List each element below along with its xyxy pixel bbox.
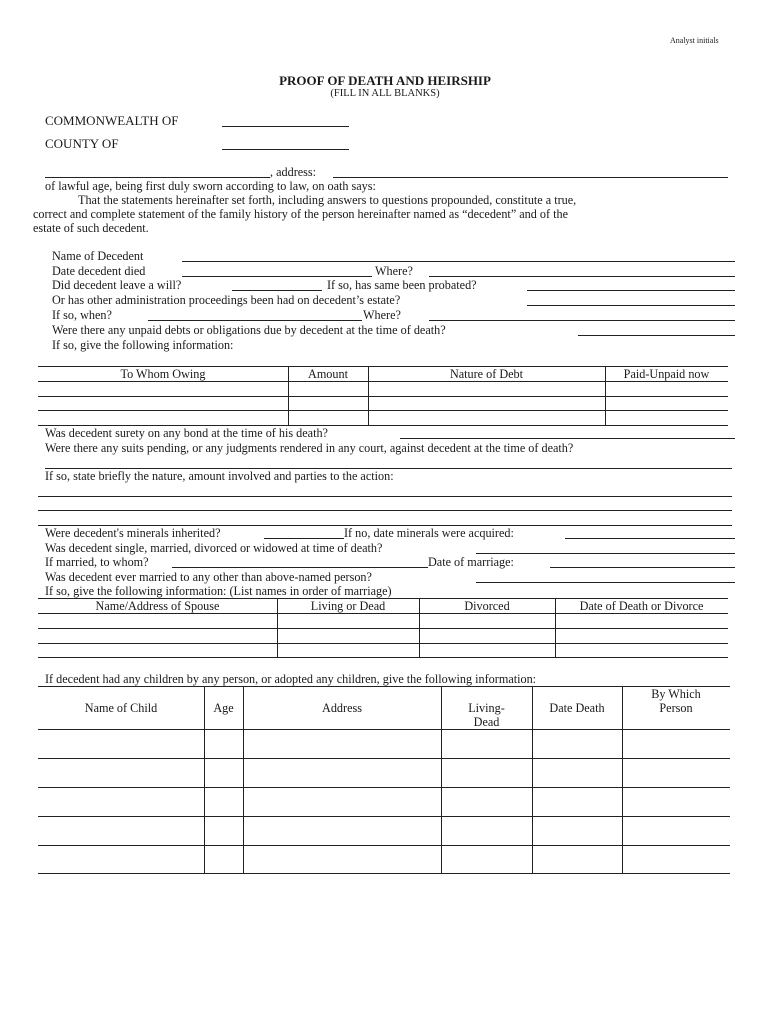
- married-to-label: If married, to whom?: [45, 555, 149, 569]
- when-label: If so, when?: [52, 308, 112, 322]
- children-header-name: Name of Child: [84, 701, 158, 715]
- minerals-inherited-label: Were decedent's minerals inherited?: [45, 526, 221, 540]
- suits-label: Were there any suits pending, or any judgments rendered in any court, against decedent at the time of death?: [45, 441, 574, 455]
- children-header-age: Age: [213, 701, 234, 715]
- statement-line-1: That the statements hereinafter set forth, including answers to questions propounded, constitute a true,: [78, 193, 577, 207]
- children-header-by-which-person: By Which Person: [651, 687, 701, 715]
- where-proceedings-label: Where?: [363, 308, 401, 322]
- action-line-2[interactable]: [38, 510, 732, 511]
- surety-label: Was decedent surety on any bond at the time of his death?: [45, 426, 328, 440]
- debts-header-paid: Paid-Unpaid now: [623, 367, 710, 381]
- children-header-address: Address: [322, 701, 362, 715]
- affiant-name-field[interactable]: [45, 177, 270, 178]
- debts-header-nature: Nature of Debt: [449, 367, 524, 381]
- administration-label: Or has other administration proceedings been had on decedent’s estate?: [52, 293, 401, 307]
- children-intro-label: If decedent had any children by any person, or adopted any children, give the following information:: [45, 672, 537, 686]
- minerals-inherited-field[interactable]: [264, 538, 344, 539]
- form-subtitle: (FILL IN ALL BLANKS): [330, 88, 440, 99]
- commonwealth-field[interactable]: [222, 126, 349, 127]
- probated-label: If so, has same been probated?: [327, 278, 477, 292]
- spouse-header-date: Date of Death or Divorce: [579, 599, 704, 613]
- children-header-date-death: Date Death: [549, 701, 605, 715]
- statement-line-3: estate of such decedent.: [33, 221, 149, 235]
- debts-header-amount: Amount: [308, 367, 348, 381]
- spouse-header-divorced: Divorced: [464, 599, 510, 613]
- minerals-if-no-label: If no, date minerals were acquired:: [344, 526, 514, 540]
- date-of-marriage-label: Date of marriage:: [428, 555, 514, 569]
- date-died-field[interactable]: [182, 276, 372, 277]
- list-names-label: If so, give the following information: (List names in order of marriage): [45, 584, 392, 598]
- probated-field[interactable]: [527, 290, 735, 291]
- address-label: , address:: [270, 165, 317, 179]
- minerals-acquired-field[interactable]: [565, 538, 735, 539]
- give-info-label: If so, give the following information:: [52, 338, 234, 352]
- decedent-name-field[interactable]: [182, 261, 735, 262]
- spouse-header-living: Living or Dead: [310, 599, 386, 613]
- date-of-marriage-field[interactable]: [550, 567, 735, 568]
- spouse-header-name: Name/Address of Spouse: [95, 599, 220, 613]
- marital-status-label: Was decedent single, married, divorced or widowed at time of death?: [45, 541, 383, 555]
- affiant-address-field[interactable]: [333, 177, 728, 178]
- when-field[interactable]: [148, 320, 362, 321]
- county-field[interactable]: [222, 149, 349, 150]
- commonwealth-label: COMMONWEALTH OF: [45, 113, 179, 128]
- where-died-field[interactable]: [429, 276, 735, 277]
- will-label: Did decedent leave a will?: [52, 278, 182, 292]
- where-died-label: Where?: [375, 264, 413, 278]
- debts-header-whom: To Whom Owing: [120, 367, 206, 381]
- surety-field[interactable]: [400, 438, 735, 439]
- administration-field[interactable]: [527, 305, 735, 306]
- where-proceedings-field[interactable]: [429, 320, 735, 321]
- debts-label: Were there any unpaid debts or obligations due by decedent at the time of death?: [52, 323, 446, 337]
- decedent-name-label: Name of Decedent: [52, 249, 144, 263]
- married-to-field[interactable]: [172, 567, 428, 568]
- statement-line-2: correct and complete statement of the family history of the person hereinafter named as “decedent” and of the: [33, 207, 569, 221]
- analyst-initials-label: Analyst initials: [670, 36, 719, 45]
- children-header-living: Living- Dead: [468, 701, 505, 729]
- oath-text: of lawful age, being first duly sworn according to law, on oath says:: [45, 179, 376, 193]
- ever-married-field[interactable]: [476, 582, 735, 583]
- form-title: PROOF OF DEATH AND HEIRSHIP: [279, 73, 491, 88]
- action-line-1[interactable]: [38, 496, 732, 497]
- ever-married-label: Was decedent ever married to any other than above-named person?: [45, 570, 372, 584]
- state-briefly-label: If so, state briefly the nature, amount involved and parties to the action:: [45, 469, 394, 483]
- county-label: COUNTY OF: [45, 136, 119, 151]
- debts-field[interactable]: [578, 335, 735, 336]
- will-field[interactable]: [232, 290, 322, 291]
- marital-status-field[interactable]: [476, 553, 735, 554]
- date-died-label: Date decedent died: [52, 264, 146, 278]
